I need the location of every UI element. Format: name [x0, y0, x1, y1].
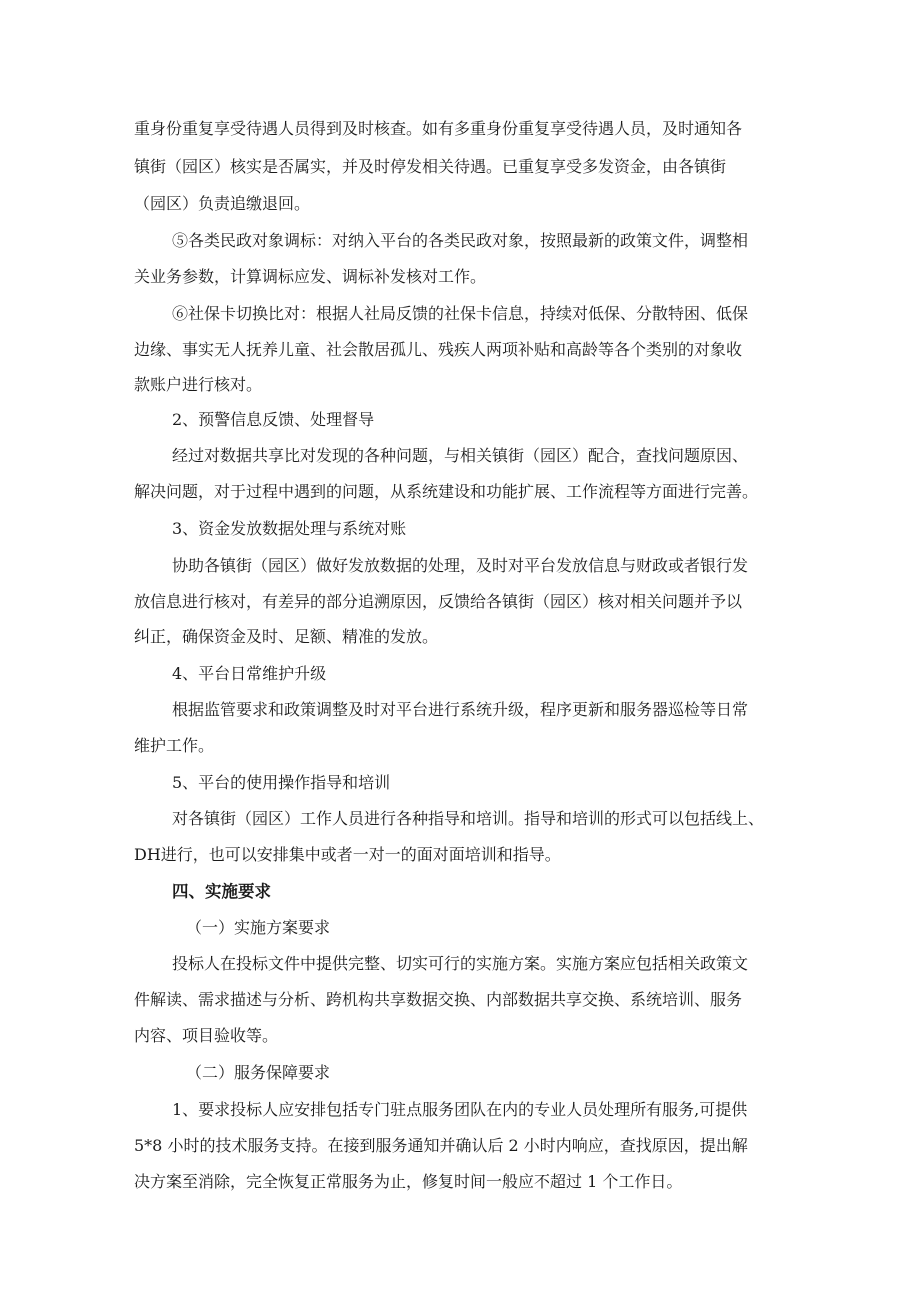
paragraph-line: 款账户进行核对。	[134, 375, 263, 394]
paragraph-line: 根据监管要求和政策调整及时对平台进行系统升级，程序更新和服务器巡检等日常	[172, 700, 749, 719]
paragraph-line: 关业务参数，计算调标应发、调标补发核对工作。	[134, 267, 487, 286]
paragraph-line: 放信息进行核对，有差异的部分追溯原因，反馈给各镇街（园区）核对相关问题并予以	[134, 592, 743, 611]
section-heading: 四、实施要求	[172, 882, 271, 901]
paragraph-line: 5*8 小时的技术服务支持。在接到服务通知并确认后 2 小时内响应，查找原因，提出解	[134, 1136, 748, 1155]
paragraph-line: 镇街（园区）核实是否属实，并及时停发相关待遇。已重复享受多发资金，由各镇街	[134, 157, 727, 176]
section-subheading: （一）实施方案要求	[186, 918, 331, 937]
section-subheading: 4、平台日常维护升级	[172, 664, 327, 683]
paragraph-line: ⑥社保卡切换比对：根据人社局反馈的社保卡信息，持续对低保、分散特困、低保	[172, 304, 749, 323]
paragraph-line: 维护工作。	[134, 736, 215, 755]
paragraph-line: （园区）负责追缴退回。	[134, 194, 311, 213]
paragraph-line: 边缘、事实无人抚养儿童、社会散居孤儿、残疾人两项补贴和高龄等各个类别的对象收	[134, 340, 743, 359]
paragraph-line: 内容、项目验收等。	[134, 1026, 279, 1045]
section-subheading: 3、资金发放数据处理与系统对账	[172, 519, 407, 538]
paragraph-line: DH进行，也可以安排集中或者一对一的面对面培训和指导。	[134, 845, 561, 864]
paragraph-line: 重身份重复享受待遇人员得到及时核查。如有多重身份重复享受待遇人员，及时通知各	[134, 119, 743, 138]
paragraph-line: 经过对数据共享比对发现的各种问题，与相关镇街（园区）配合，查找问题原因、	[172, 446, 749, 465]
section-subheading: 5、平台的使用操作指导和培训	[172, 773, 391, 792]
paragraph-line: 决方案至消除，完全恢复正常服务为止，修复时间一般应不超过 1 个工作日。	[134, 1172, 683, 1191]
paragraph-line: 1、要求投标人应安排包括专门驻点服务团队在内的专业人员处理所有服务,可提供	[172, 1100, 748, 1119]
section-subheading: （二）服务保障要求	[186, 1063, 331, 1082]
paragraph-line: 件解读、需求描述与分析、跨机构共享数据交换、内部数据共享交换、系统培训、服务	[134, 990, 743, 1009]
paragraph-line: 协助各镇街（园区）做好发放数据的处理，及时对平台发放信息与财政或者银行发	[172, 556, 749, 575]
paragraph-line: 纠正，确保资金及时、足额、精准的发放。	[134, 627, 439, 646]
paragraph-line: 对各镇街（园区）工作人员进行各种指导和培训。指导和培训的形式可以包括线上、	[172, 809, 765, 828]
section-subheading: 2、预警信息反馈、处理督导	[172, 410, 375, 429]
paragraph-line: 解决问题，对于过程中遇到的问题，从系统建设和功能扩展、工作流程等方面进行完善。	[134, 482, 759, 501]
paragraph-line: ⑤各类民政对象调标：对纳入平台的各类民政对象，按照最新的政策文件，调整相	[172, 231, 749, 250]
paragraph-line: 投标人在投标文件中提供完整、切实可行的实施方案。实施方案应包括相关政策文	[172, 954, 749, 973]
